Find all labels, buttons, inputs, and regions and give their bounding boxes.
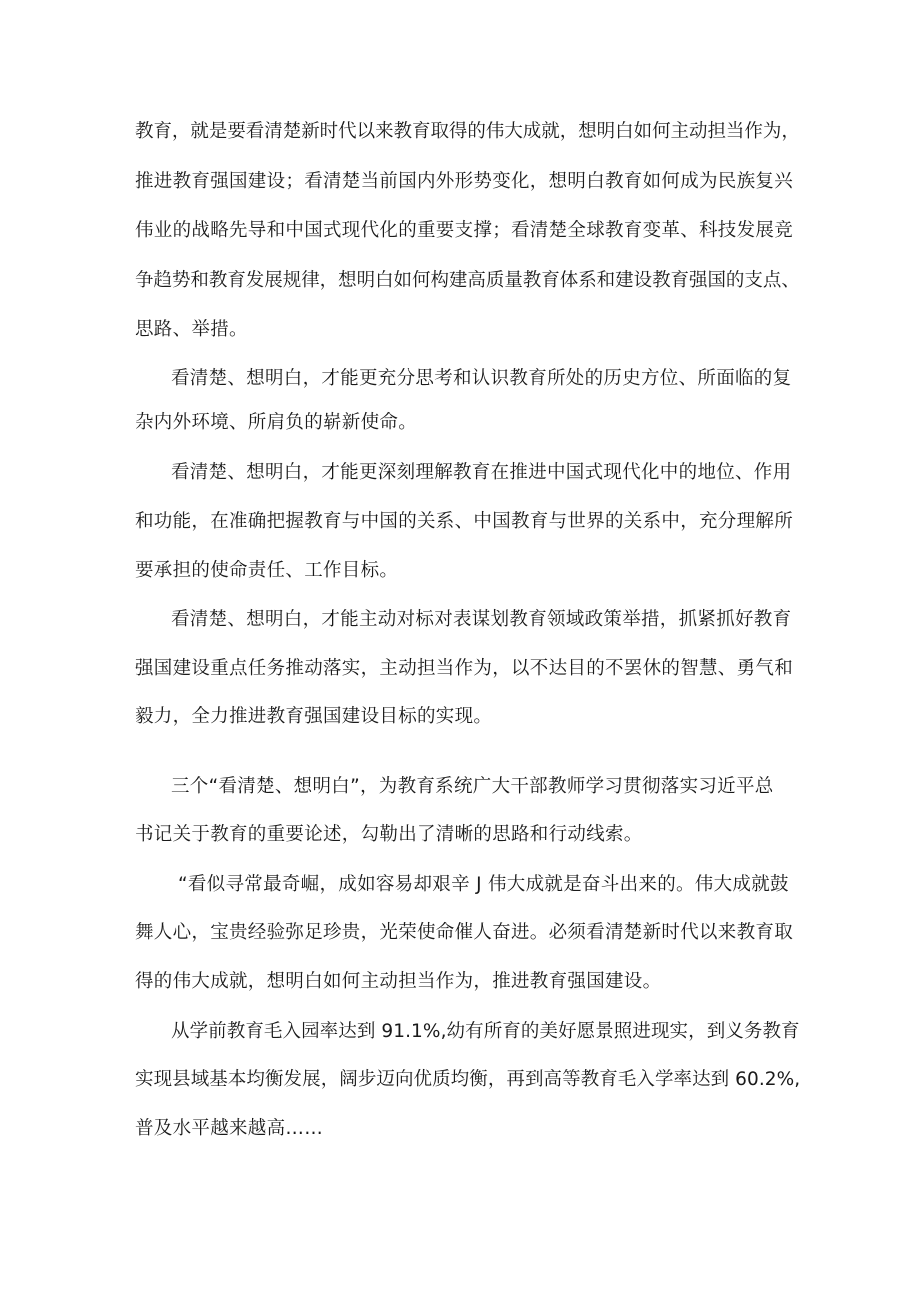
paragraph-6-line-3: 得的伟大成就，想明白如何主动担当作为，推进教育强国建设。 [135,971,662,992]
paragraph-5-line-1: 三个“看清楚、想明白”，为教育系统广大干部教师学习贯彻落实习近平总 [171,776,774,797]
paragraph-4-line-3: 毅力，全力推进教育强国建设目标的实现。 [135,706,493,727]
paragraph-1-line-3: 伟业的战略先导和中国式现代化的重要支撑；看清楚全球教育变革、科技发展竞 [135,220,794,241]
paragraph-7-line-1: 从学前教育毛入园率达到 91.1%,幼有所育的美好愿景照进现实，到义务教育 [171,1021,800,1042]
paragraph-3-line-3: 要承担的使命责任、工作目标。 [135,560,399,581]
paragraph-5-line-2: 书记关于教育的重要论述，勾勒出了清晰的思路和行动线索。 [135,824,643,845]
paragraph-1-line-5: 思路、举措。 [135,319,248,340]
paragraph-1-line-1: 教育，就是要看清楚新时代以来教育取得的伟大成就，想明白如何主动担当作为， [135,121,800,142]
paragraph-7-line-3: 普及水平越来越高…… [135,1118,324,1139]
paragraph-4-line-1: 看清楚、想明白，才能主动对标对表谋划教育领域政策举措，抓紧抓好教育 [171,609,792,630]
paragraph-4-line-2: 强国建设重点任务推动落实，主动担当作为，以不达目的不罢休的智慧、勇气和 [135,658,794,679]
paragraph-3-line-1: 看清楚、想明白，才能更深刻理解教育在推进中国式现代化中的地位、作用 [171,462,792,483]
paragraph-6-line-2: 舞人心，宝贵经验弥足珍贵，光荣使命催人奋进。必须看清楚新时代以来教育取 [135,922,794,943]
paragraph-6-line-1: “看似寻常最奇崛，成如容易却艰辛 J 伟大成就是奋斗出来的。伟大成就鼓 [178,874,789,895]
paragraph-2-line-2: 杂内外环境、所肩负的崭新使命。 [135,412,418,433]
paragraph-3-line-2: 和功能，在准确把握教育与中国的关系、中国教育与世界的关系中，充分理解所 [135,511,794,532]
paragraph-7-line-2: 实现县域基本均衡发展，阔步迈向优质均衡，再到高等教育毛入学率达到 60.2%, [135,1069,801,1090]
paragraph-2-line-1: 看清楚、想明白，才能更充分思考和认识教育所处的历史方位、所面临的复 [171,368,792,389]
paragraph-1-line-4: 争趋势和教育发展规律，想明白如何构建高质量教育体系和建设教育强国的支点、 [135,270,800,291]
paragraph-1-line-2: 推进教育强国建设；看清楚当前国内外形势变化，想明白教育如何成为民族复兴 [135,171,794,192]
